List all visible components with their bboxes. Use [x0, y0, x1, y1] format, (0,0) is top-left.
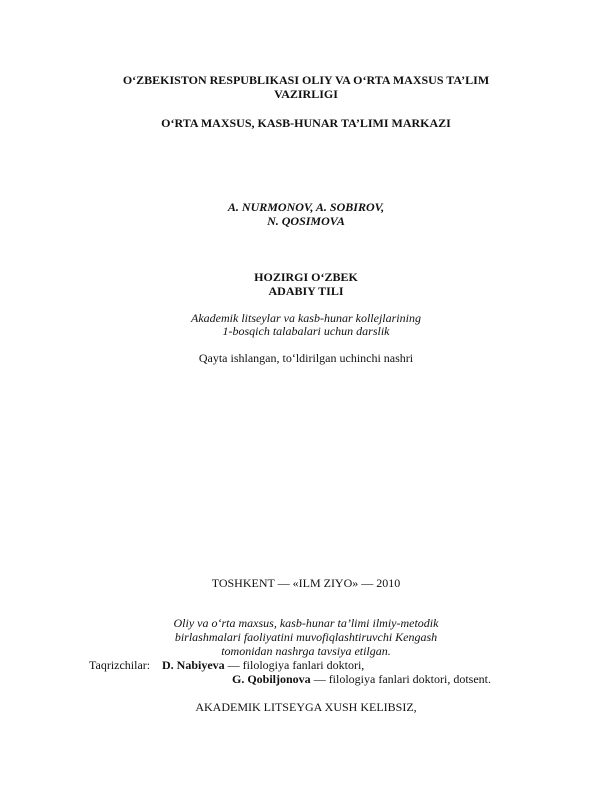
reviewer-desc: — filologiya fanlari doktori, dotsent. [310, 672, 491, 686]
approval-line-2: birlashmalari faoliyatini muvofiqlashtiruvchi Kengash [174, 630, 438, 644]
ministry-line-1: O‘ZBEKISTON RESPUBLIKASI OLIY VA O‘RTA MAXSUS TA’LIM [122, 73, 490, 87]
book-title-line-1: HOZIRGI O‘ZBEK [254, 270, 358, 284]
reviewers-label-row [89, 658, 150, 672]
edition-note: Qayta ishlangan, to‘ldirilgan uchinchi nashri [198, 351, 414, 365]
authors-line-2: N. QOSIMOVA [267, 214, 345, 228]
publisher-line: TOSHKENT — «ILM ZIYO» — 2010 [211, 576, 401, 590]
reviewers-label: Taqrizchilar: [89, 658, 151, 672]
subtitle-line-1: Akademik litseylar va kasb-hunar kollejlarining [191, 311, 421, 325]
subtitle-line-2: 1-bosqich talabalari uchun darslik [222, 324, 390, 338]
reviewer-name: G. Qobiljonova [232, 672, 311, 686]
center-name: O‘RTA MAXSUS, KASB-HUNAR TA’LIMI MARKAZI [161, 116, 451, 130]
welcome-line: AKADEMIK LITSEYGA XUSH KELIBSIZ, [195, 700, 417, 714]
authors-line-1: A. NURMONOV, A. SOBIROV, [227, 200, 385, 214]
approval-line-1: Oliy va o‘rta maxsus, kasb-hunar ta’limi ilmiy-metodik [173, 616, 439, 630]
reviewer-row [162, 658, 364, 672]
reviewer-row [232, 672, 491, 686]
approval-line-3: tomonidan nashrga tavsiya etilgan. [221, 644, 391, 658]
ministry-line-2: VAZIRLIGI [274, 87, 338, 101]
reviewer-desc: — filologiya fanlari doktori, [224, 658, 365, 672]
book-title-line-2: ADABIY TILI [268, 284, 344, 298]
reviewer-name: D. Nabiyeva [162, 658, 225, 672]
